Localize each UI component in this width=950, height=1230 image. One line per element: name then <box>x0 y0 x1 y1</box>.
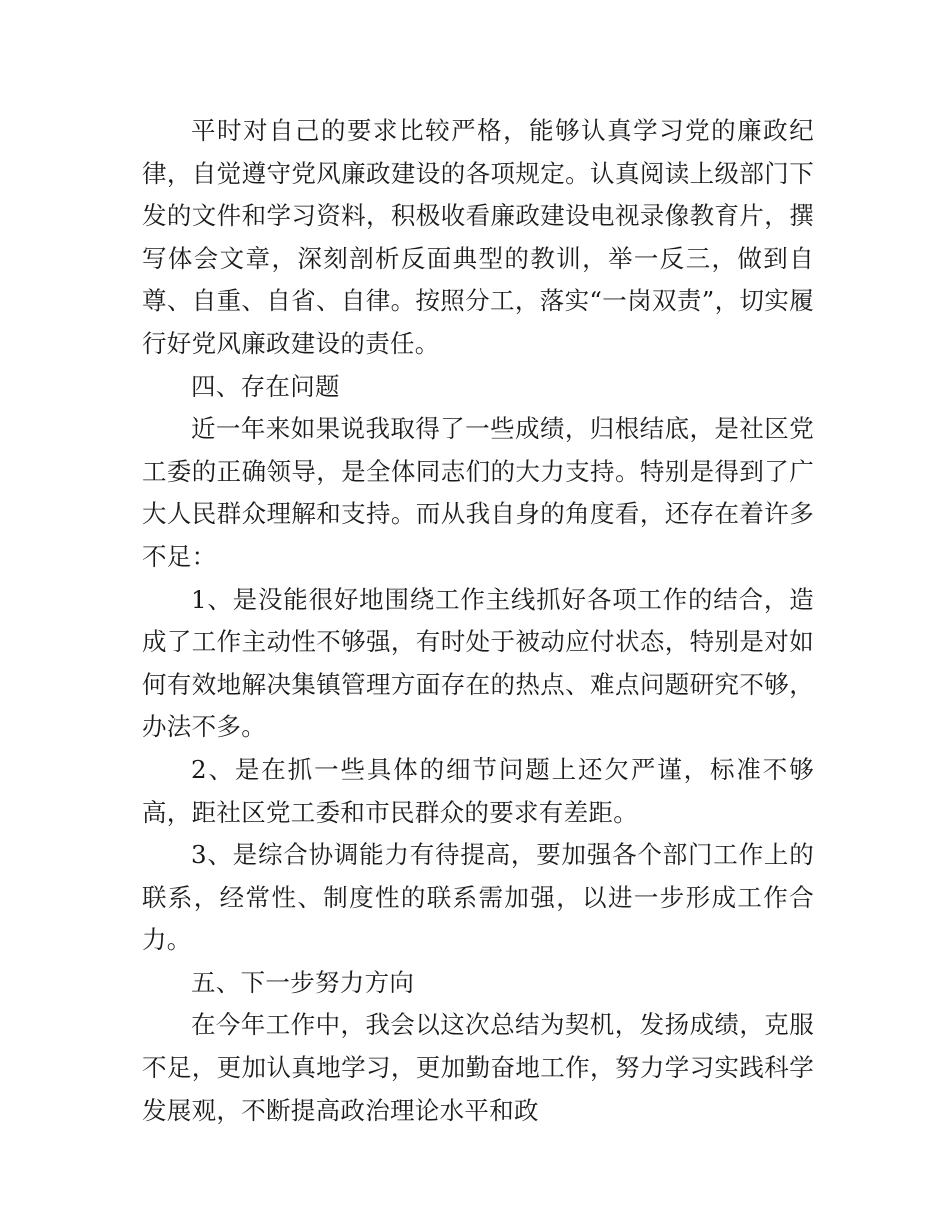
document-body <box>142 110 814 1132</box>
section-heading-next-steps: 五、下一步努力方向 <box>191 967 415 997</box>
paragraph-problem-1: 1、是没能很好地围绕工作主线抓好各项工作的结合，造成了工作主动性不够强，有时处于被动应付状态，特别是对如何有效地解决集镇管理方面存在的热点、难点问题研究不够，办法不多。 <box>142 584 814 742</box>
section-heading-existing-problems: 四、存在问题 <box>191 371 340 401</box>
paragraph-problems-intro: 近一年来如果说我取得了一些成绩，归根结底，是社区党工委的正确领导，是全体同志们的大力支持。特别是得到了广大人民群众理解和支持。而从我自身的角度看，还存在着许多不足： <box>142 414 814 571</box>
paragraph-next-steps: 在今年工作中，我会以这次总结为契机，发扬成绩，克服不足，更加认真地学习，更加勤奋地工作，努力学习实践科学发展观，不断提高政治理论水平和政 <box>142 1010 814 1125</box>
paragraph-integrity-discipline: 平时对自己的要求比较严格，能够认真学习党的廉政纪律，自觉遵守党风廉政建设的各项规定。认真阅读上级部门下发的文件和学习资料，积极收看廉政建设电视录像教育片，撰写体会文章，深刻剖析反面典型的教训，举一反三，做到自尊、自重、自省、自律。按照分工，落实“一岗双责”，切实履行好党风廉政建设的责任。 <box>142 116 814 358</box>
paragraph-problem-3: 3、是综合协调能力有待提高，要加强各个部门工作上的联系，经常性、制度性的联系需加强，以进一步形成工作合力。 <box>142 840 814 955</box>
paragraph-problem-2: 2、是在抓一些具体的细节问题上还欠严谨，标准不够高，距社区党工委和市民群众的要求有差距。 <box>142 754 814 827</box>
